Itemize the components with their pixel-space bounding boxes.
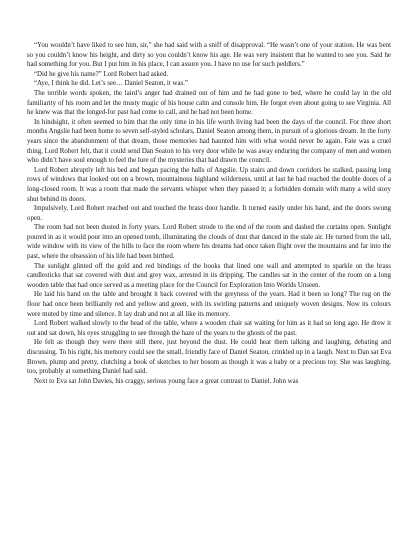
paragraph: He felt as though they were there still there, just beyond the dust. He could hear them talking and laughing, debating and discussing. To his right, his memory could see the small, friendly face of Daniel Seaton, crinkled up in a laugh. Next to Dan sat Eva Brown, plump and pretty, clutching a book of sketches to her bosom as though it was a baby or a precious toy. She was laughing, too, probably at something Daniel had said. — [27, 339, 391, 376]
paragraph: “Did he give his name?” Lord Robert had asked. — [34, 70, 169, 78]
paragraph: In hindsight, it often seemed to him that the only time in his life worth living had been the days of the council. For three short months Angslie had been home to seven self-styled scholars, Daniel Seaton among them, in pursuit of a glorious dream. In the forty years since the abandonment of that dream, those memories had haunted him with what would never be again. Fate was a cruel thing, Lord Robert felt, that it could send Dan Seaton to his very door while he was away enduring the company of men and women who didn’t have soul enough to feel the lure of the mysteries that had drawn the council. — [27, 118, 391, 165]
paragraph: “You wouldn’t have liked to see him, sir,” she had said with a sniff of disapproval. “He wasn’t one of your station. He was bent so you couldn’t know his height, and dirty so you couldn’t know his age. He was very insistent that he wanted to see you. Said he had something for you. But I put him in his place, I can assure you. I have no use for such peddlers.” — [27, 42, 391, 69]
paragraph: Impulsively, Lord Robert reached out and touched the brass door handle. It turned easily under his hand, and the doors swung open. — [27, 205, 391, 222]
paragraph: “Aye, I think he did. Let’s see… Daniel Seaton, it was.” — [34, 80, 188, 88]
paragraph: The sunlight glinted off the gold and red bindings of the books that lined one wall and attempted to sparkle on the brass candlesticks that sat covered with dust and grey wax, arrested in its dripping. The candles sat in the center of the room on a long wooden table that had once served as a meeting place for the Council for Exploration Into Worlds Unseen. — [27, 262, 391, 289]
paragraph: The terrible words spoken, the laird’s anger had drained out of him and he had gone to bed, where he could lay in the old familiarity of his room and let the musty magic of his house calm and console him. He forgot even about going to see Virginia. All he knew was that the longed-for past had come to call, and he had not been home. — [27, 89, 391, 117]
paragraph: The room had not been dusted in forty years. Lord Robert strode to the end of the room and dashed the curtains open. Sunlight poured in as it would pour into an opened tomb, illuminating the clouds of dust that danced in the stale air. He turned from the tall, wide window with its view of the hills to face the room where his dreams had once taken flight over the mountains and far into the past, where the obsession of his life had been birthed. — [27, 224, 391, 261]
body-text — [27, 41, 391, 386]
paragraph: Next to Eva sat John Davies, his craggy, serious young face a great contrast to Daniel. John was — [34, 377, 299, 385]
paragraph: Lord Robert walked slowly to the head of the table, where a wooden chair sat waiting for him as it had so long ago. He drew it out and sat down, his eyes struggling to see through the haze of the years to the ghosts of the past. — [27, 320, 391, 337]
paragraph: He laid his hand on the table and brought it back covered with the greyness of the years. Had it been so long? The rug on the floor had once been brilliantly red and yellow and green, with its swirling patterns and uniquely woven designs. Now its colours were muted by time and silence. It lay drab and not at all like its memory. — [27, 291, 391, 318]
paragraph: Lord Robert abruptly left his bed and began pacing the halls of Angslie. Up stairs and down corridors he stalked, passing long rows of windows that looked out on a brown, mountainous highland wilderness, until at last he had reached the double doors of a long-closed room. It was a room that made the servants whisper when they passed it; a forbidden domain with many a wild story shut behind its doors. — [27, 166, 391, 203]
